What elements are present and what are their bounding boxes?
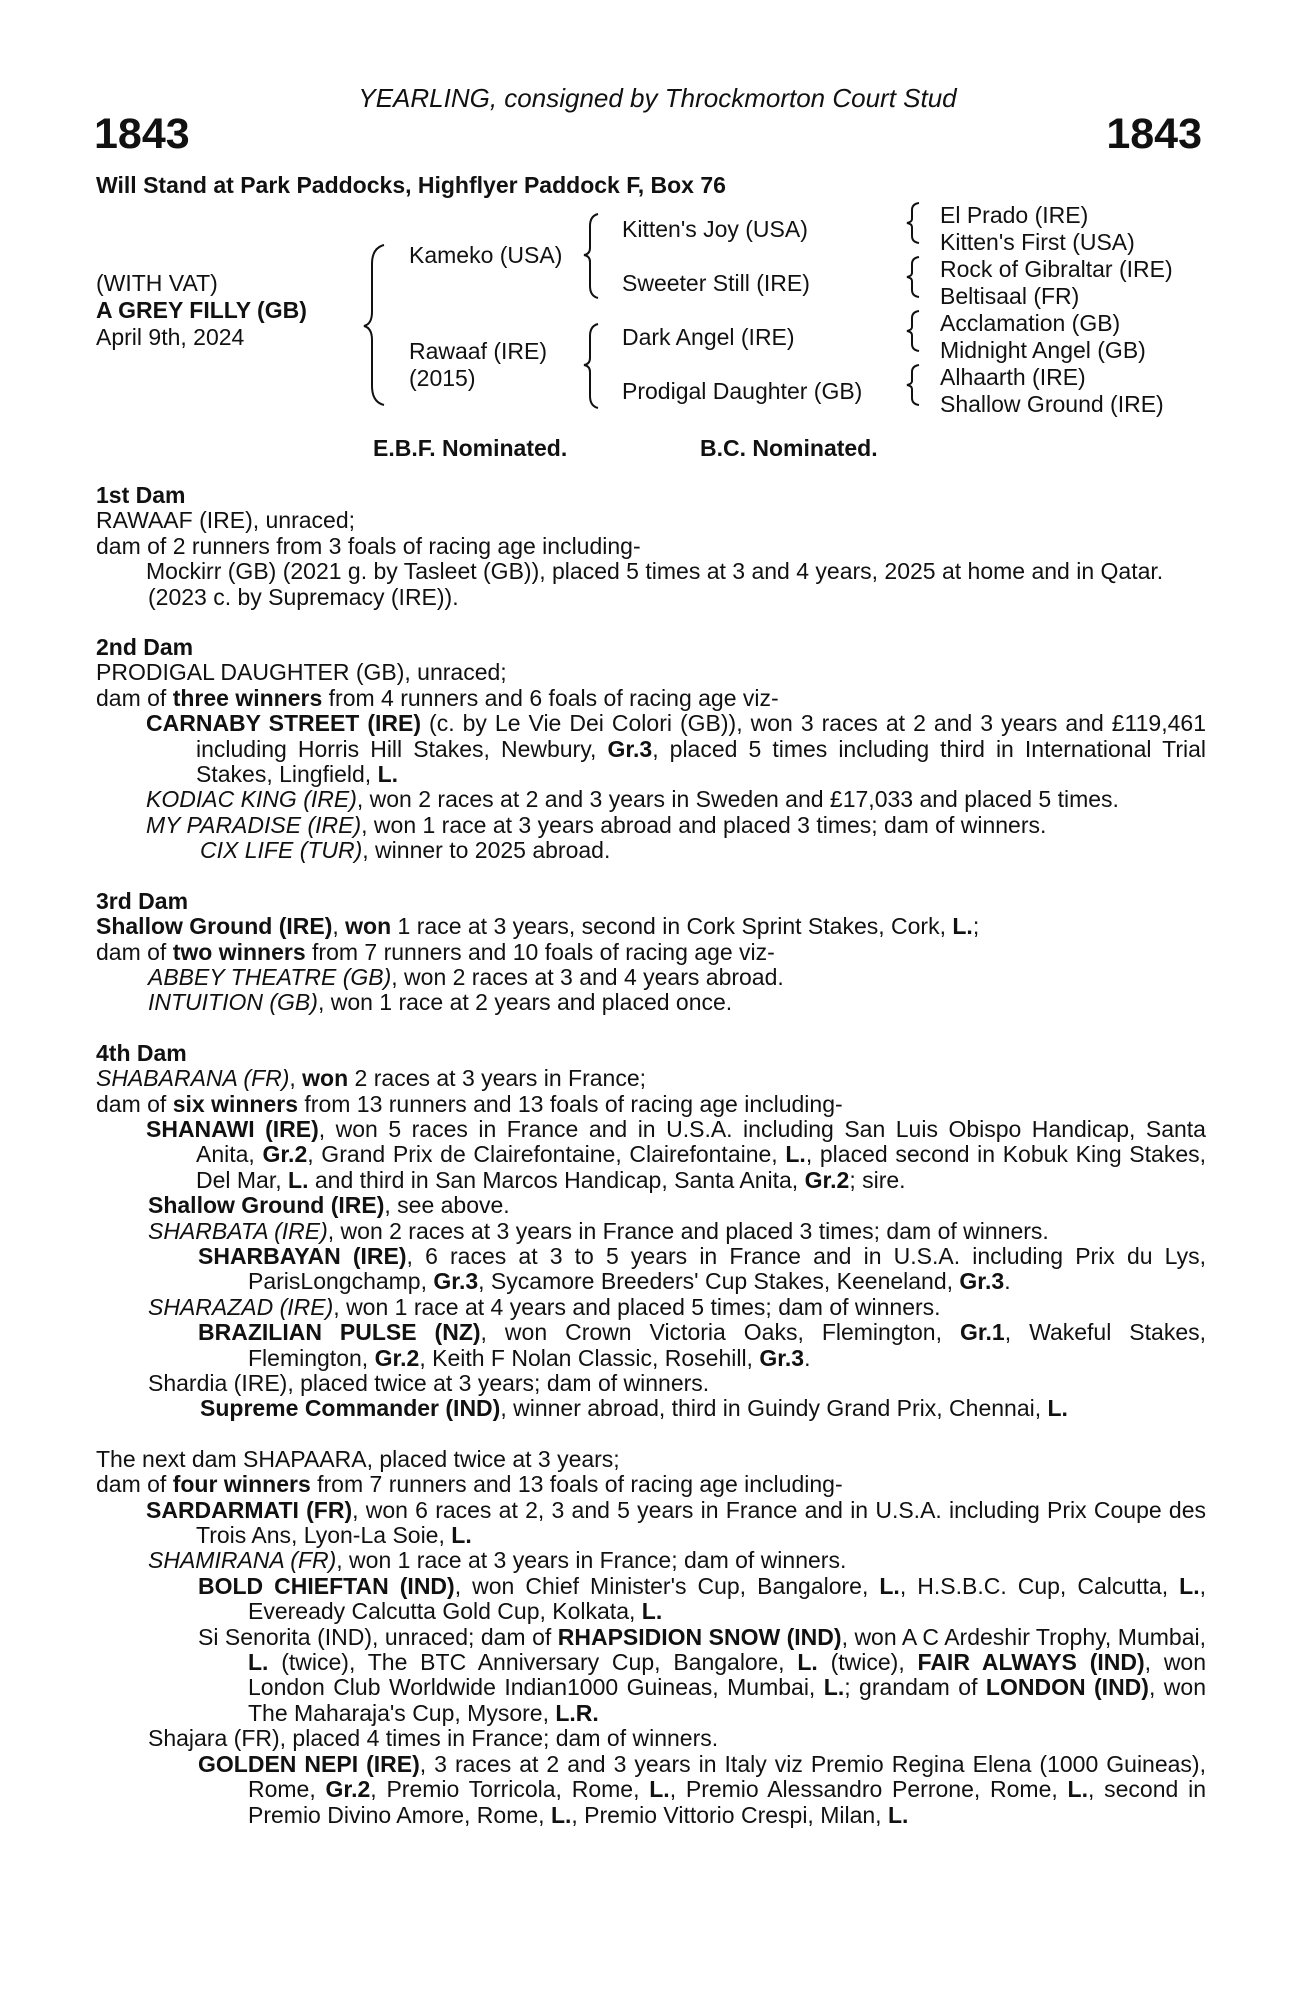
- fourth-dam-line: SHABARANA (FR), won 2 races at 3 years in France;: [96, 1065, 647, 1092]
- first-dam-heading: 1st Dam: [96, 482, 186, 508]
- second-dam-heading: 2nd Dam: [96, 634, 194, 661]
- fourth-dam-produce-summary: dam of six winners from 13 runners and 13 foals of racing age including-: [96, 1090, 843, 1117]
- produce-entry: SHARBAYAN (IRE), 6 races at 3 to 5 years in France and in U.S.A. including Prix du Lys, ParisLongchamp, Gr.3, Sycamore Breeders' Cup Stakes, Keeneland, Gr.3.: [198, 1242, 1207, 1295]
- pedigree-brace-dam: [580, 320, 604, 410]
- produce-entry: SHARBATA (IRE), won 2 races at 3 years in France and placed 3 times; dam of winners.: [148, 1217, 1049, 1244]
- pedigree-dam-dam: Prodigal Daughter (GB): [622, 378, 863, 404]
- pedigree-dam-sire: Dark Angel (IRE): [622, 324, 795, 350]
- produce-entry: GOLDEN NEPI (IRE), 3 races at 2 and 3 years in Italy viz Premio Regina Elena (1000 Guineas), Rome, Gr.2, Premio Torricola, Rome, L., Premio Alessandro Perrone, Rome, L., second in Premio Divino Amore, Rome, L., Premio Vittorio Crespi, Milan, L.: [198, 1750, 1206, 1828]
- produce-entry: MY PARADISE (IRE), won 1 race at 3 years abroad and placed 3 times; dam of winners.: [146, 811, 1047, 838]
- horse-name: A GREY FILLY (GB): [96, 297, 307, 323]
- produce-entry: BOLD CHIEFTAN (IND), won Chief Minister's Cup, Bangalore, L., H.S.B.C. Cup, Calcutta, L., Eveready Calcutta Gold Cup, Kolkata, L.: [198, 1572, 1206, 1625]
- first-dam-line: RAWAAF (IRE), unraced;: [96, 507, 356, 534]
- produce-entry: BRAZILIAN PULSE (NZ), won Crown Victoria Oaks, Flemington, Gr.1, Wakeful Stakes, Flemington, Gr.2, Keith F Nolan Classic, Rosehill, Gr.3.: [198, 1319, 1207, 1371]
- pedigree-ddd: Shallow Ground (IRE): [940, 391, 1164, 417]
- pedigree-brace-main: [360, 240, 390, 410]
- produce-entry: Mockirr (GB) (2021 g. by Tasleet (GB)), placed 5 times at 3 and 4 years, 2025 at home and in Qatar.: [146, 558, 1164, 585]
- ebf-nomination: E.B.F. Nominated.: [373, 435, 568, 461]
- pedigree-dss: Acclamation (GB): [940, 310, 1121, 336]
- pedigree-sire-dam: Sweeter Still (IRE): [622, 270, 810, 296]
- produce-entry: Shallow Ground (IRE), see above.: [148, 1192, 510, 1219]
- pedigree-sire: Kameko (USA): [409, 242, 563, 268]
- produce-entry: Si Senorita (IND), unraced; dam of RHAPSIDION SNOW (IND), won A C Ardeshir Trophy, Mumbai, L. (twice), The BTC Anniversary Cup, Bangalore, L. (twice), FAIR ALWAYS (IND), won London Club Worldwide Indian1000 Guineas, Mumbai, L.; grandam of LONDON (IND), won The Maharaja's Cup, Mysore, L.R.: [198, 1623, 1207, 1726]
- third-dam-produce-summary: dam of two winners from 7 runners and 10 foals of racing age viz-: [96, 938, 775, 965]
- pedigree-brace-sire: [580, 210, 604, 300]
- catalogue-body: [96, 483, 1206, 1828]
- produce-entry: SHAMIRANA (FR), won 1 race at 3 years in France; dam of winners.: [148, 1547, 847, 1574]
- produce-entry: CARNABY STREET (IRE) (c. by Le Vie Dei Colori (GB)), won 3 races at 2 and 3 years and £119,461 including Horris Hill Stakes, Newbury, Gr.3, placed 5 times including third in International Trial Stakes, Lingfield, L.: [146, 710, 1206, 788]
- first-dam-produce-summary: dam of 2 runners from 3 foals of racing age including-: [96, 532, 641, 559]
- pedigree-sds: Rock of Gibraltar (IRE): [940, 256, 1173, 282]
- produce-entry: (2023 c. by Supremacy (IRE)).: [148, 583, 459, 610]
- second-dam-line: PRODIGAL DAUGHTER (GB), unraced;: [96, 659, 507, 686]
- second-dam-produce-summary: dam of three winners from 4 runners and 6 foals of racing age viz-: [96, 684, 779, 711]
- next-dam-produce-summary: dam of four winners from 7 runners and 13 foals of racing age including-: [96, 1471, 843, 1498]
- lot-number-left: 1843: [94, 110, 190, 158]
- pedigree-ssd: Kitten's First (USA): [940, 229, 1135, 255]
- produce-entry: SHANAWI (IRE), won 5 races in France and in U.S.A. including San Luis Obispo Handicap, Santa Anita, Gr.2, Grand Prix de Clairefontaine, Clairefontaine, L., placed second in Kobuk King Stakes, Del Mar, L. and third in San Marcos Handicap, Santa Anita, Gr.2; sire.: [146, 1115, 1206, 1193]
- pedigree-brace-dd: [904, 362, 924, 408]
- pedigree-sss: El Prado (IRE): [940, 202, 1089, 228]
- pedigree-dam-year: (2015): [409, 365, 476, 391]
- produce-entry: Shajara (FR), placed 4 times in France; dam of winners.: [148, 1725, 719, 1752]
- pedigree-dsd: Midnight Angel (GB): [940, 337, 1146, 363]
- produce-entry: KODIAC KING (IRE), won 2 races at 2 and 3 years in Sweden and £17,033 and placed 5 times.: [146, 786, 1119, 813]
- fourth-dam-heading: 4th Dam: [96, 1039, 187, 1066]
- lot-number-right: 1843: [1106, 110, 1202, 158]
- third-dam-line: Shallow Ground (IRE), won 1 race at 3 years, second in Cork Sprint Stakes, Cork, L.;: [96, 913, 980, 940]
- pedigree-brace-ds: [904, 308, 924, 354]
- produce-entry: Supreme Commander (IND), winner abroad, third in Guindy Grand Prix, Chennai, L.: [200, 1395, 1068, 1422]
- pedigree-dam: Rawaaf (IRE): [409, 338, 548, 364]
- pedigree-dds: Alhaarth (IRE): [940, 364, 1086, 390]
- next-dam-line: The next dam SHAPAARA, placed twice at 3 years;: [96, 1445, 620, 1472]
- bc-nomination: B.C. Nominated.: [700, 435, 878, 461]
- produce-entry: CIX LIFE (TUR), winner to 2025 abroad.: [200, 837, 611, 864]
- pedigree-sdd: Beltisaal (FR): [940, 283, 1080, 309]
- pedigree-brace-ss: [904, 200, 924, 246]
- produce-entry: INTUITION (GB), won 1 race at 2 years and placed once.: [148, 989, 733, 1016]
- consignment-line: YEARLING, consigned by Throckmorton Court Stud: [358, 83, 957, 113]
- stand-location: Will Stand at Park Paddocks, Highflyer Paddock F, Box 76: [96, 172, 726, 198]
- third-dam-heading: 3rd Dam: [96, 887, 189, 914]
- pedigree-brace-sd: [904, 254, 924, 300]
- horse-dob: April 9th, 2024: [96, 324, 245, 350]
- pedigree-sire-sire: Kitten's Joy (USA): [622, 216, 808, 242]
- produce-entry: SHARAZAD (IRE), won 1 race at 4 years and placed 5 times; dam of winners.: [148, 1293, 941, 1320]
- produce-entry: SARDARMATI (FR), won 6 races at 2, 3 and 5 years in France and in U.S.A. including Prix Coupe des Trois Ans, Lyon-La Soie, L.: [146, 1496, 1206, 1549]
- produce-entry: Shardia (IRE), placed twice at 3 years; dam of winners.: [148, 1370, 710, 1396]
- vat-note: (WITH VAT): [96, 270, 218, 296]
- produce-entry: ABBEY THEATRE (GB), won 2 races at 3 and 4 years abroad.: [148, 963, 784, 990]
